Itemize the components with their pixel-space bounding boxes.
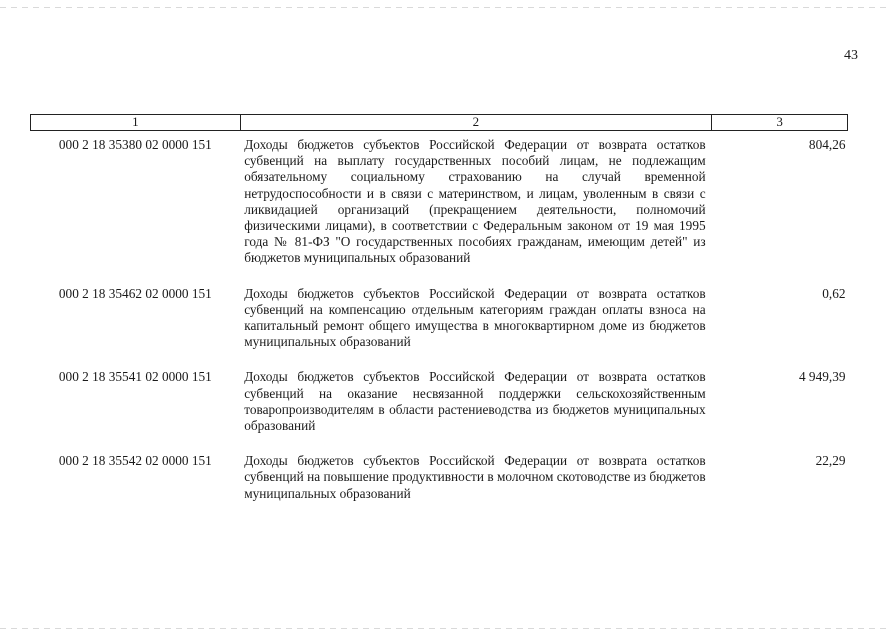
row-amount: 4 949,39 xyxy=(798,369,846,385)
row-amount: 804,26 xyxy=(808,137,846,152)
table-row xyxy=(31,363,848,447)
scan-artifact-bottom xyxy=(0,628,890,629)
row-code: 000 2 18 35380 02 0000 151 xyxy=(58,137,212,152)
table-row xyxy=(31,447,848,515)
table-row xyxy=(31,131,848,280)
row-amount: 22,29 xyxy=(815,453,846,469)
row-amount: 0,62 xyxy=(822,285,846,301)
table-header-row xyxy=(31,115,848,131)
header-cell-code: 1 xyxy=(31,115,241,131)
header-cell-amount: 3 xyxy=(712,115,848,131)
row-description: Доходы бюджетов субъектов Российской Федерации от возврата остатков субвенций на повышение продуктивности в молочном скотоводстве из бюджетов муниципальных образований xyxy=(244,453,706,501)
row-description: Доходы бюджетов субъектов Российской Федерации от возврата остатков субвенций на компенсацию отдельным категориям граждан оплаты взноса на капитальный ремонт общего имущества в многоквартирном доме из бюджетов муниципальных образований xyxy=(244,285,706,350)
row-code: 000 2 18 35541 02 0000 151 xyxy=(58,369,212,385)
row-code: 000 2 18 35542 02 0000 151 xyxy=(58,453,212,469)
table-row xyxy=(31,280,848,364)
budget-table xyxy=(30,114,848,515)
scan-artifact-top xyxy=(0,7,890,8)
page-number: 43 xyxy=(844,48,858,63)
row-description: Доходы бюджетов субъектов Российской Федерации от возврата остатков субвенций на оказание несвязанной поддержки сельскохозяйственным товаропроизводителям в области растениеводства из бюджетов муниципальных образований xyxy=(244,369,706,434)
header-cell-description: 2 xyxy=(240,115,711,131)
row-code: 000 2 18 35462 02 0000 151 xyxy=(58,285,212,301)
row-description: Доходы бюджетов субъектов Российской Федерации от возврата остатков субвенций на выплату государственных пособий лицам, не подлежащим обязательному социальному страхованию на случай временной нетрудоспособности и в связи с материнством, и лицам, уволенным в связи с ликвидацией организаций (прекращением деятельности, полномочий физическими лицами), в соответствии с Федеральным законом от 19 мая 1995 года № 81-ФЗ "О государственных пособиях гражданам, имеющим детей" из бюджетов муниципальных образований xyxy=(244,137,706,266)
